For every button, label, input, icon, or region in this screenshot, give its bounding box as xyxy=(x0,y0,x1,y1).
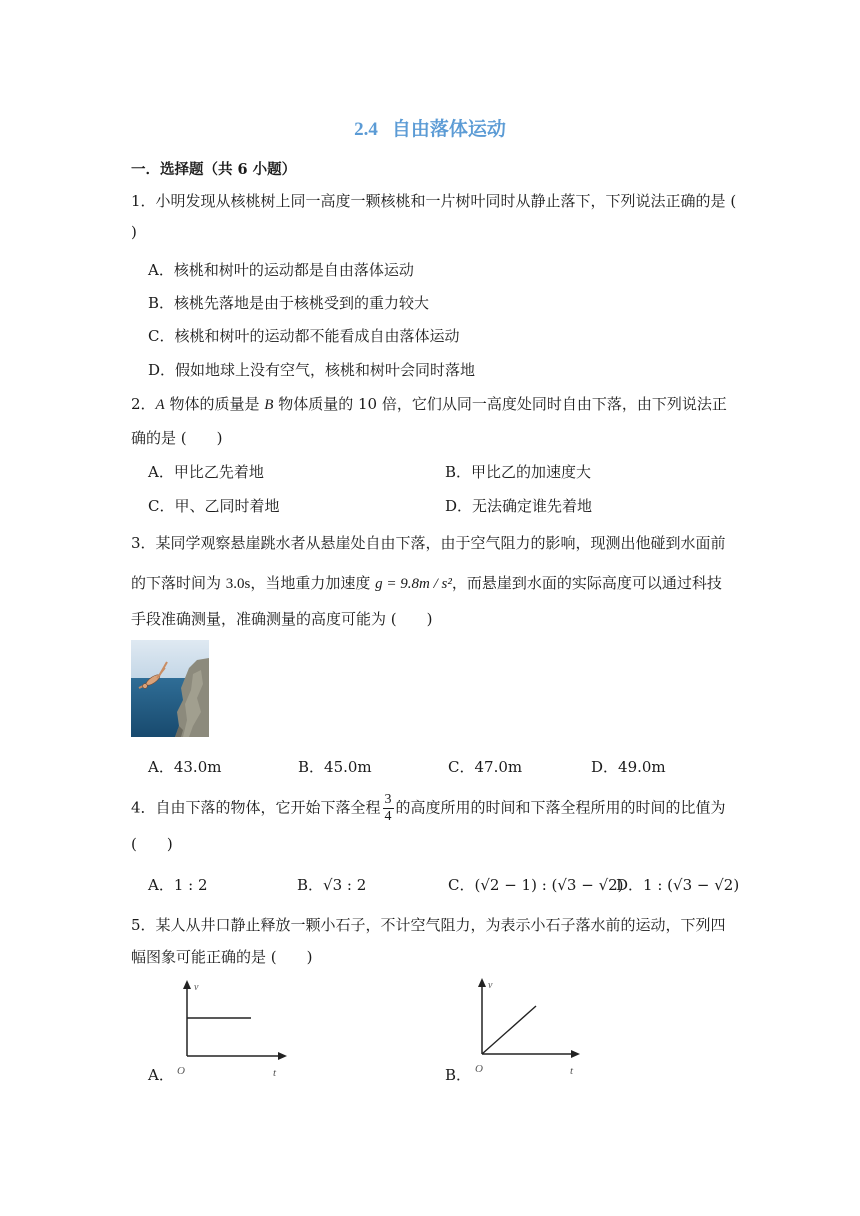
q4-stem-line2: ( ) xyxy=(131,835,173,853)
graph-b-line xyxy=(482,1006,536,1054)
q3-stem-line2 xyxy=(131,572,722,593)
q4-option-d: D．1 : (√3 − √2) xyxy=(616,876,740,894)
q4-frac-den: 4 xyxy=(384,809,392,824)
graph-a-y-arrow xyxy=(183,980,191,989)
q1-option-b: B．核桃先落地是由于核桃受到的重力较大 xyxy=(148,294,430,312)
q1-option-a: A．核桃和树叶的运动都是自由落体运动 xyxy=(148,261,414,279)
graph-a-origin: O xyxy=(177,1065,185,1077)
q4-text-a: 4．自由下落的物体，它开始下落全程 xyxy=(131,798,381,817)
q3-stem-line1: 3．某同学观察悬崖跳水者从悬崖处自由下落，由于空气阻力的影响，现测出他碰到水面前 xyxy=(131,534,726,552)
q2-stem-line1 xyxy=(131,393,727,414)
graph-a-label: A． xyxy=(148,1066,174,1084)
q2-option-b: B．甲比乙的加速度大 xyxy=(445,463,592,481)
graph-b-origin: O xyxy=(475,1063,483,1075)
q4-text-b: 的高度所用的时间和下落全程所用的时间的比值为 xyxy=(395,798,726,817)
q3-time: 3.0s xyxy=(225,576,251,592)
q3-stem-line3: 手段准确测量，准确测量的高度可能为 ( ) xyxy=(131,610,433,628)
q1-stem-line1: 1．小明发现从核桃树上同一高度一颗核桃和一片树叶同时从静止落下，下列说法正确的是 ( xyxy=(131,192,737,210)
q1-stem-line2: ) xyxy=(131,223,137,241)
q4-stem-line1 xyxy=(131,792,726,825)
q1-option-d: D．假如地球上没有空气，核桃和树叶会同时落地 xyxy=(148,361,476,379)
q2-rest: 物体质量的 10 倍，它们从同一高度处同时自由下落，由下列说法正 xyxy=(273,395,727,413)
graph-b-x-label: t xyxy=(570,1065,574,1077)
q2-var-a: A xyxy=(155,397,165,413)
q4-option-c: C．(√2 − 1) : (√3 − √2) xyxy=(448,876,624,894)
q2-var-b: B xyxy=(264,397,274,413)
graph-b-y-label: v xyxy=(488,980,493,991)
q3-option-a: A．43.0m xyxy=(148,758,222,776)
graph-b-label: B． xyxy=(445,1066,472,1084)
q4-option-a: A．1 : 2 xyxy=(148,876,208,894)
graph-a-x-arrow xyxy=(278,1052,287,1060)
q3-text-b: ，当地重力加速度 xyxy=(250,574,376,592)
graph-b-y-arrow xyxy=(478,978,486,987)
q2-option-d: D．无法确定谁先着地 xyxy=(445,497,593,515)
q2-stem-line2: 确的是 ( ) xyxy=(131,429,223,447)
graph-a-x-label: t xyxy=(273,1067,277,1079)
graph-b-x-arrow xyxy=(571,1050,580,1058)
q4-frac-num: 3 xyxy=(384,792,392,807)
section-heading: 一．选择题（共 6 小题） xyxy=(131,161,297,178)
q3-option-d: D．49.0m xyxy=(591,758,666,776)
q4-option-b: B．√3 : 2 xyxy=(297,876,367,894)
q2-option-c: C．甲、乙同时着地 xyxy=(148,497,280,515)
page-title xyxy=(0,114,860,141)
q4-fraction xyxy=(383,792,394,825)
q3-text-c: ，而悬崖到水面的实际高度可以通过科技 xyxy=(451,574,722,592)
q3-option-c: C．47.0m xyxy=(448,758,523,776)
q3-option-b: B．45.0m xyxy=(298,758,372,776)
q2-mid: 物体的质量是 xyxy=(164,395,265,413)
graph-a-y-label: v xyxy=(194,982,199,993)
q3-text-a: 的下落时间为 xyxy=(131,574,226,592)
cliff-diver-photo xyxy=(131,640,209,737)
q2-option-a: A．甲比乙先着地 xyxy=(148,463,264,481)
q5-stem-line1: 5．某人从井口静止释放一颗小石子，不计空气阻力，为表示小石子落水前的运动，下列四 xyxy=(131,916,726,934)
title-text: 自由落体运动 xyxy=(391,118,506,140)
q2-prefix: 2． xyxy=(131,395,156,413)
q3-gravity: g = 9.8m / s² xyxy=(375,576,452,592)
title-number: 2.4 xyxy=(354,119,378,140)
q1-option-c: C．核桃和树叶的运动都不能看成自由落体运动 xyxy=(148,327,460,345)
q5-stem-line2: 幅图象可能正确的是 ( ) xyxy=(131,948,313,966)
